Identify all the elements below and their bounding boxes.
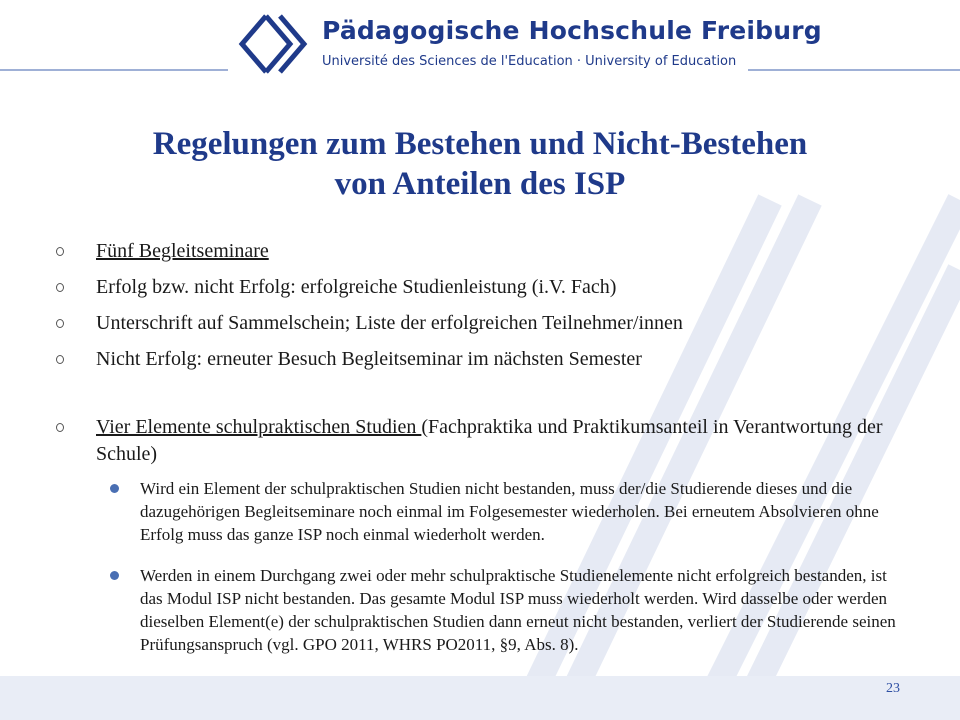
sub-list-item (56, 477, 906, 546)
circle-bullet-icon (56, 355, 64, 364)
institution-name: Pädagogische Hochschule Freiburg (322, 16, 822, 45)
circle-bullet-icon (56, 319, 64, 328)
institution-subtitle: Université des Sciences de l'Education · University of Education (322, 54, 737, 69)
list-item-text-underlined: Vier Elemente schulpraktischen Studien (96, 416, 422, 438)
list-item-text: Nicht Erfolg: erneuter Besuch Begleitseminar im nächsten Semester (96, 348, 642, 370)
slide-title-line-1: Regelungen zum Bestehen und Nicht-Bestehen (152, 126, 808, 162)
header-rule-left (0, 69, 228, 71)
sub-list-item-text: Wird ein Element der schulpraktischen Studien nicht bestanden, muss der/die Studierende dieses und die dazugehörigen Begleitseminare noch einmal im Folgesemester wiederholen. Bei erneutem Absolvieren ohne Erfolg muss das ganze ISP noch einmal wiederholt werden. (140, 479, 879, 544)
footer-band (0, 676, 960, 720)
list-item (56, 310, 906, 337)
page-number: 23 (886, 681, 900, 696)
list-item-text: Fünf Begleitseminare (96, 240, 269, 262)
sub-list-item-text: Werden in einem Durchgang zwei oder mehr schulpraktische Studienelemente nicht erfolgreich bestanden, ist das Modul ISP nicht bestanden. Das gesamte Modul ISP muss wiederholt werden. Wird dasselbe oder werden dieselben Element(e) der schulpraktischen Studien dann erneut nicht bestanden, verliert der Studierende seinen Prüfungsanspruch (vgl. GPO 2011, WHRS PO2011, §9, Abs. 8). (140, 566, 896, 654)
list-item (56, 274, 906, 301)
circle-bullet-icon (56, 247, 64, 256)
slide-title (0, 124, 960, 204)
header (0, 0, 960, 90)
list-item (56, 346, 906, 373)
circle-bullet-icon (56, 423, 64, 432)
list-item (56, 238, 906, 265)
slide-content (56, 238, 906, 656)
circle-bullet-icon (56, 283, 64, 292)
spacer (56, 382, 906, 414)
spacer (56, 546, 906, 558)
slide-title-line-2: von Anteilen des ISP (334, 166, 626, 202)
university-logo-icon (236, 12, 316, 76)
sub-list-item (56, 564, 906, 656)
dot-bullet-icon (110, 571, 119, 580)
list-item-text: (Fachpraktika und Praktikumsanteil in Verantwortung der Schule) (96, 416, 883, 465)
list-item-text: Erfolg bzw. nicht Erfolg: erfolgreiche Studienleistung (i.V. Fach) (96, 276, 617, 298)
list-item-text: Unterschrift auf Sammelschein; Liste der erfolgreichen Teilnehmer/innen (96, 312, 683, 334)
list-item (56, 414, 906, 468)
header-rule-right (748, 69, 960, 71)
dot-bullet-icon (110, 484, 119, 493)
